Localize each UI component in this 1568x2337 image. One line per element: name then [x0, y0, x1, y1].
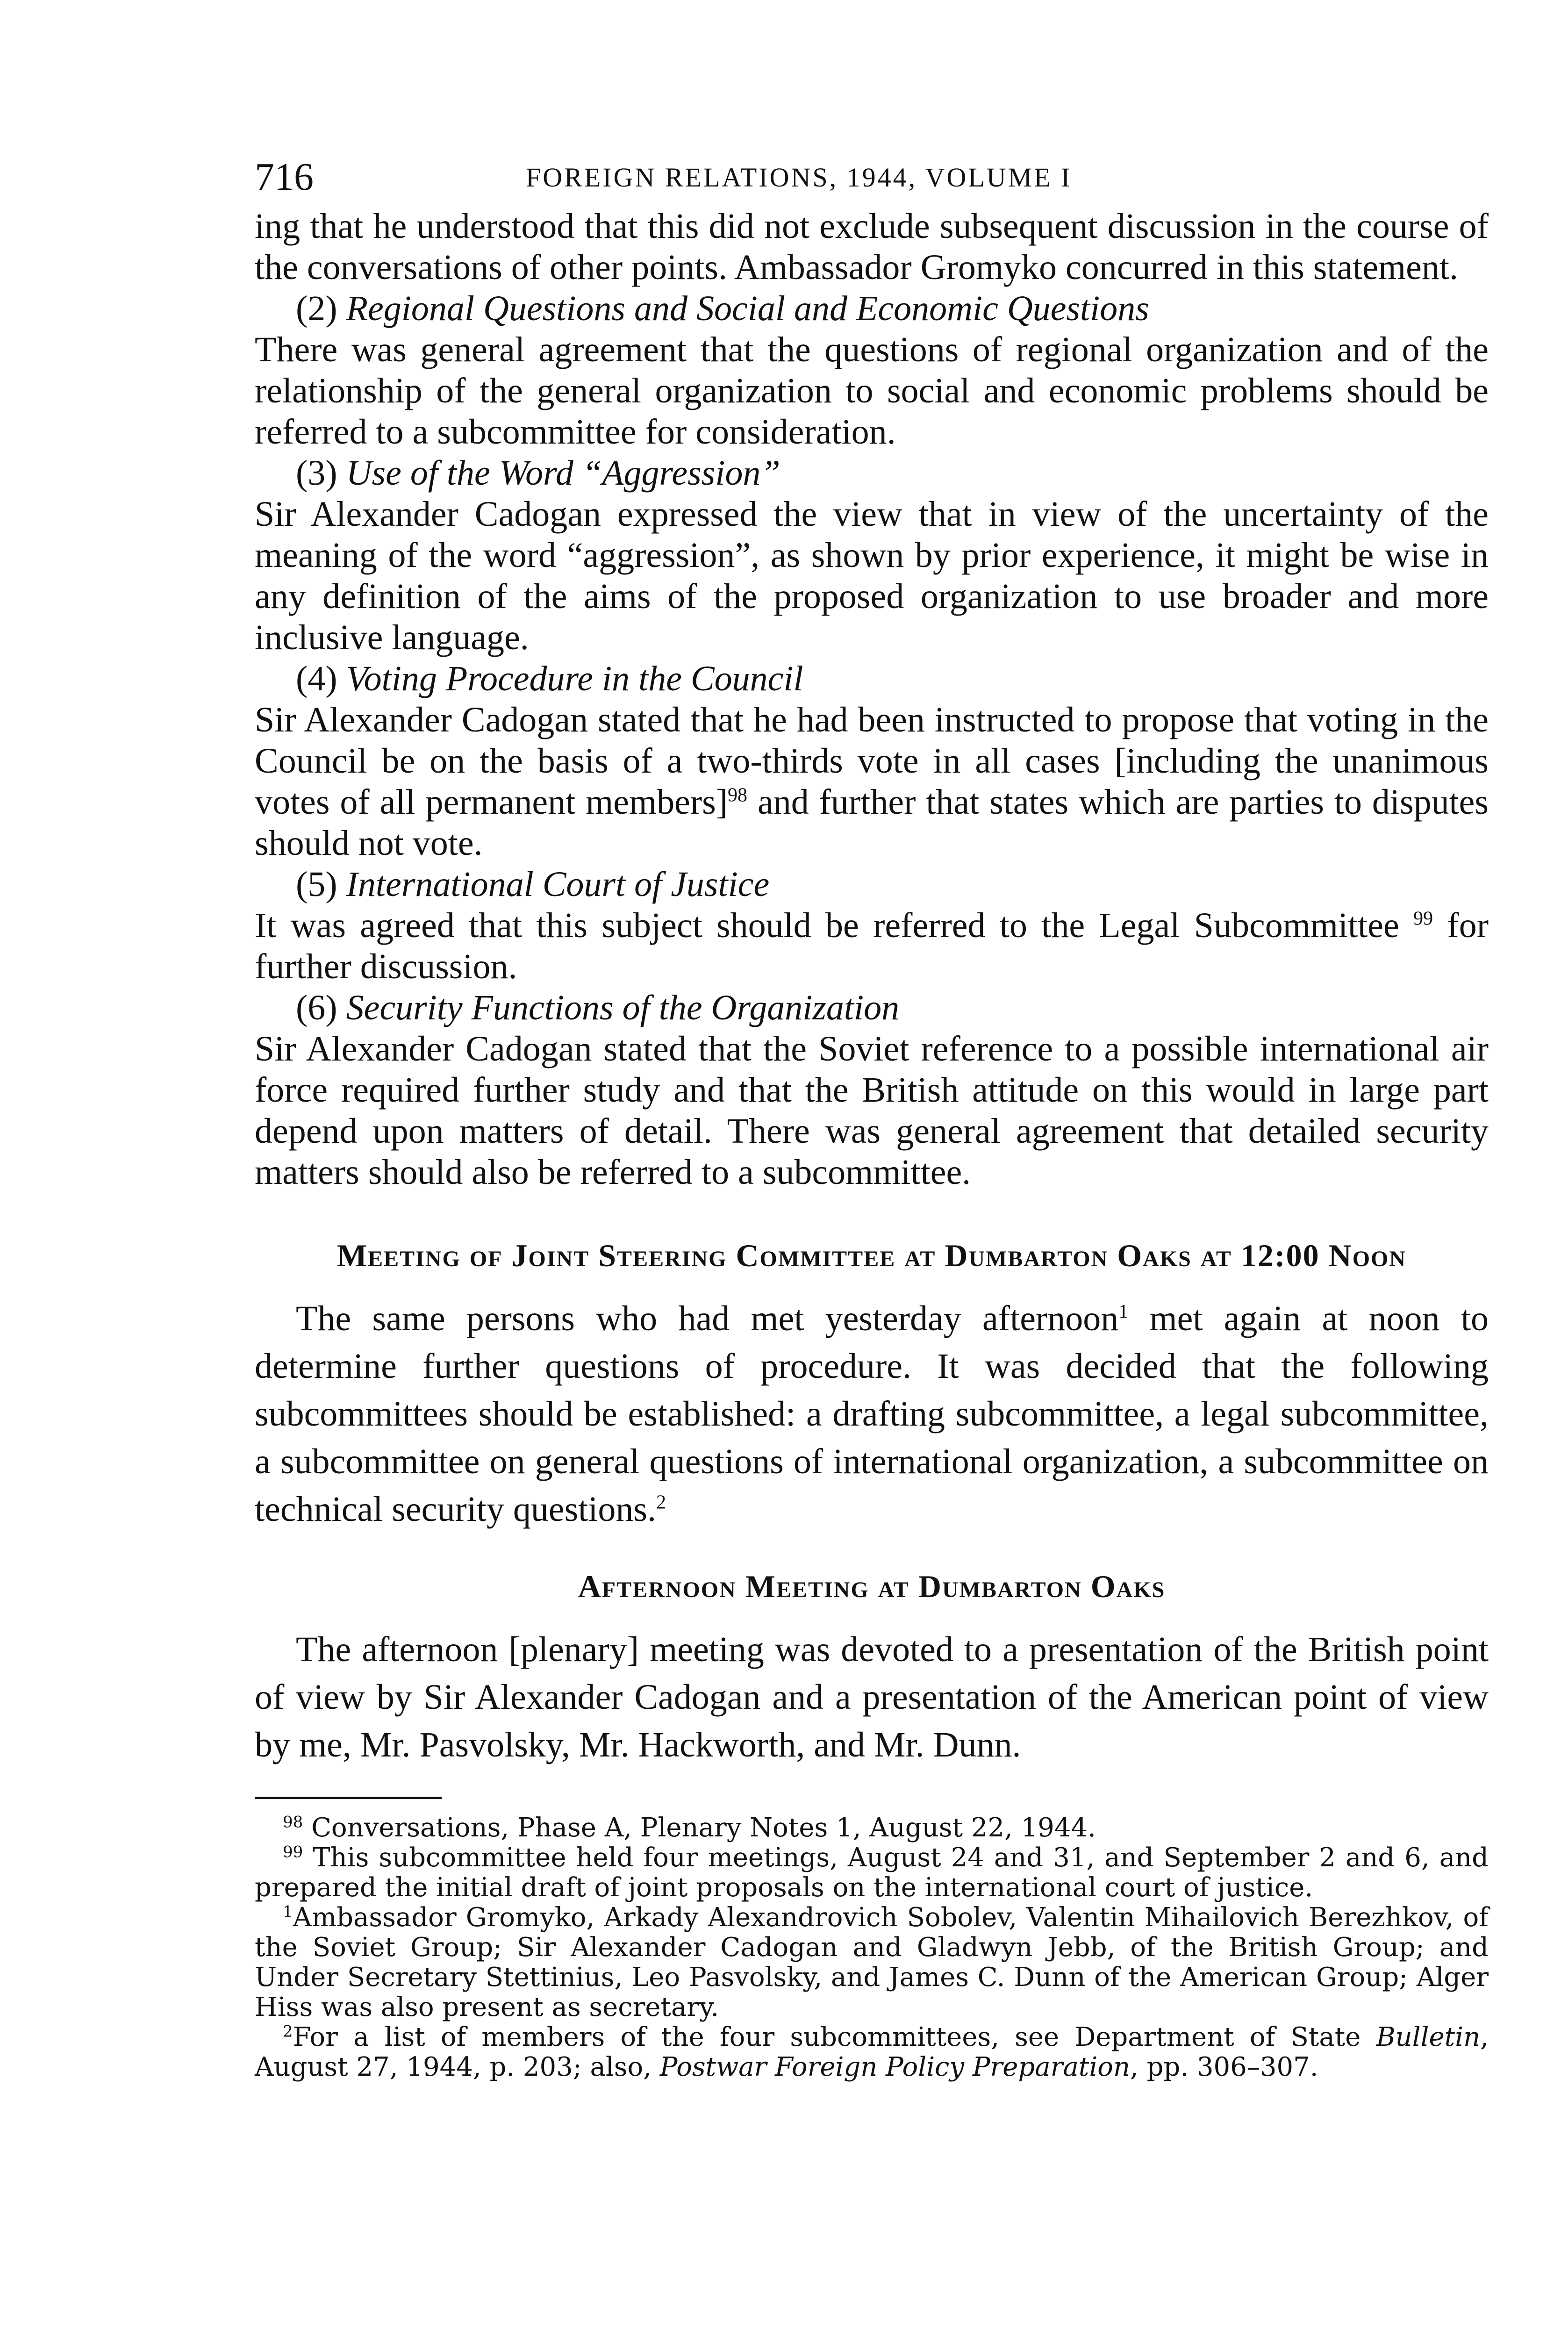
- footnote-text: This subcommittee held four meetings, August 24 and 31, and September 2 and 6, and prepared the initial draft of joint proposals on the international court of justice.: [255, 1842, 1489, 1903]
- section-heading-afternoon-meeting: Afternoon Meeting at Dumbarton Oaks: [578, 1569, 1166, 1604]
- footnote-italic-title: Bulletin: [1376, 2022, 1481, 2052]
- footnote-ref-98[interactable]: 98: [728, 784, 748, 806]
- item-number: (3): [296, 453, 337, 493]
- footnote-number: 99: [283, 1842, 303, 1862]
- item-heading: [255, 987, 1489, 1028]
- item-paragraph: There was general agreement that the questions of regional organization and of the relationship of the general organization to social and economic problems should be referred to a subcommittee for consideration.: [255, 330, 1489, 452]
- item-heading: [255, 452, 1489, 494]
- footnote-text: , pp. 306–307.: [1130, 2052, 1318, 2082]
- footnote-number: 98: [283, 1813, 303, 1832]
- footnote-99: [255, 1843, 1489, 1903]
- running-head-title: FOREIGN RELATIONS, 1944, VOLUME I: [526, 162, 1072, 193]
- item-number: (2): [296, 289, 337, 328]
- footnote-1: [255, 1903, 1489, 2022]
- item-title: Regional Questions and Social and Economic Questions: [346, 289, 1149, 328]
- footnote-text: Ambassador Gromyko, Arkady Alexandrovich Sobolev, Valentin Mihailovich Berezhkov, of the Soviet Group; Sir Alexander Cadogan and Gladwyn Jebb, of the British Group; and Under Secretary Stettinius, Leo Pasvolsky, and James C. Dunn of the American Group; Alger Hiss was also present as secretary.: [255, 1902, 1489, 2022]
- item-number: (6): [296, 988, 337, 1027]
- footnotes: [255, 1813, 1489, 2082]
- agenda-item-2: [255, 288, 1489, 452]
- item-number: (4): [296, 659, 337, 698]
- item-number: (5): [296, 865, 337, 904]
- section-paragraph: [255, 1295, 1489, 1533]
- body-text: [255, 206, 1489, 1193]
- item-paragraph: Sir Alexander Cadogan expressed the view that in view of the uncertainty of the meaning of the word “aggression”, as shown by prior experience, it might be wise in any definition of the aims of the proposed organization to use broader and more inclusive language.: [255, 495, 1489, 657]
- item-text-after: for further discussion.: [255, 906, 1489, 986]
- footnote-98: [255, 1813, 1489, 1843]
- agenda-item-6: [255, 987, 1489, 1193]
- footnote-2: [255, 2022, 1489, 2082]
- item-text-after: and further that states which are parties to disputes should not vote.: [255, 782, 1489, 863]
- agenda-item-3: [255, 452, 1489, 658]
- footnote-ref-99[interactable]: 99: [1413, 908, 1433, 930]
- item-text: Sir Alexander Cadogan stated that he had been instructed to propose that voting in the Council be on the basis of a two-thirds vote in all cases [including the unanimous votes of all permanent members]: [255, 700, 1489, 822]
- agenda-item-4: [255, 658, 1489, 864]
- section-body-steering-committee: [255, 1295, 1489, 1533]
- item-title: Use of the Word “Aggression”: [346, 453, 780, 493]
- item-heading: [255, 288, 1489, 329]
- footnote-text: , August 27, 1944, p. 203; also,: [255, 2022, 1489, 2082]
- running-head: [255, 154, 1489, 206]
- section-body-afternoon-meeting: [255, 1626, 1489, 1769]
- section-text: The same persons who had met yesterday afternoon: [296, 1299, 1119, 1338]
- item-heading: [255, 864, 1489, 905]
- footnote-number: 2: [283, 2022, 293, 2041]
- item-paragraph: [255, 699, 1489, 864]
- footnote-ref-2[interactable]: 2: [656, 1491, 666, 1513]
- item-title: Voting Procedure in the Council: [346, 659, 803, 698]
- continuation-paragraph: ing that he understood that this did not exclude subsequent discussion in the course of the conversations of other points. Ambassador Gromyko concurred in this statement.: [255, 207, 1489, 287]
- section-paragraph: The afternoon [plenary] meeting was devoted to a presentation of the British point of view by Sir Alexander Cadogan and a presentation of the American point of view by me, Mr. Pasvolsky, Mr. Hackworth, and Mr. Dunn.: [255, 1630, 1489, 1764]
- item-paragraph: Sir Alexander Cadogan stated that the Soviet reference to a possible international air force required further study and that the British attitude on this would in large part depend upon matters of detail. There was general agreement that detailed security matters should also be referred to a subcommittee.: [255, 1029, 1489, 1192]
- page-number: 716: [255, 155, 314, 199]
- section-heading-steering-committee: Meeting of Joint Steering Committee at Dumbarton Oaks at 12:00 Noon: [337, 1238, 1407, 1273]
- agenda-item-5: [255, 864, 1489, 987]
- footnote-text: For a list of members of the four subcommittees, see Department of State: [293, 2022, 1376, 2052]
- footnote-text: Conversations, Phase A, Plenary Notes 1, August 22, 1944.: [311, 1813, 1096, 1843]
- document-page: [255, 154, 1489, 2082]
- footnote-divider: [255, 1797, 442, 1799]
- footnote-number: 1: [283, 1902, 293, 1921]
- item-heading: [255, 658, 1489, 699]
- item-paragraph: [255, 905, 1489, 987]
- footnote-italic-title: Postwar Foreign Policy Preparation: [659, 2052, 1131, 2082]
- footnote-ref-1[interactable]: 1: [1118, 1301, 1129, 1323]
- item-title: Security Functions of the Organization: [346, 988, 900, 1027]
- section-text-cont: met again at noon to determine further questions of procedure. It was decided that the following subcommittees should be established: a drafting subcommittee, a legal subcommittee, a subcommittee on general questions of international organization, a subcommittee on technical security questions.: [255, 1299, 1489, 1529]
- item-title: International Court of Justice: [346, 865, 770, 904]
- item-text: It was agreed that this subject should be referred to the Legal Subcommittee: [255, 906, 1399, 945]
